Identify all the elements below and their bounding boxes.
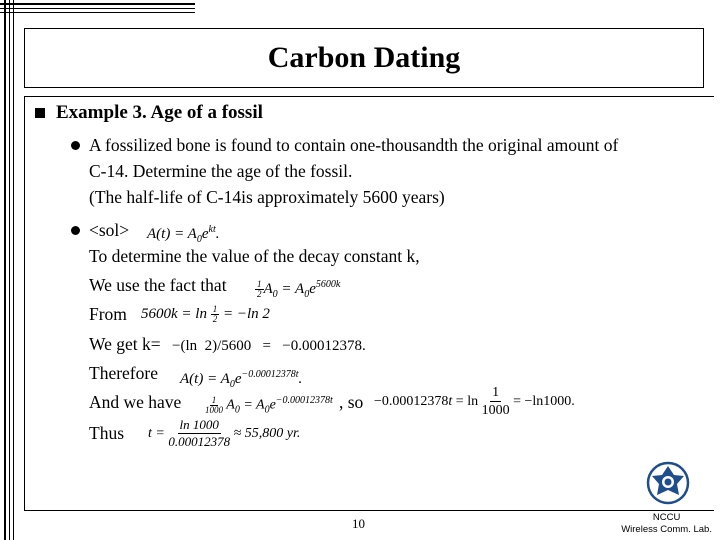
problem-line-1: A fossilized bone is found to contain one-thousandth the original amount of bbox=[89, 135, 619, 155]
problem-line-2: C-14. Determine the age of the fossil. bbox=[89, 161, 353, 181]
decay-intro: To determine the value of the decay constant k, bbox=[89, 246, 420, 266]
use-fact-text: We use the fact that bbox=[89, 275, 227, 295]
from-text: From bbox=[89, 304, 127, 324]
formula-thousandth: $\frac{1}{1000}$ $A_0 = A_0e^{-0.00012378t}$ bbox=[205, 394, 333, 416]
formula-therefore: $A(t) = A_0e^{-0.00012378t}$. bbox=[180, 369, 303, 390]
lab-label bbox=[621, 512, 712, 536]
formula-half: $\frac{1}{2}$ $A_0 = A_0e^{5600k}$ bbox=[257, 279, 341, 300]
frame-line bbox=[9, 0, 10, 540]
frame-line bbox=[0, 3, 195, 5]
example-heading: Example 3. Age of a fossil bbox=[56, 102, 263, 123]
so-text: , so bbox=[339, 392, 364, 412]
and-we-have-text: And we have bbox=[89, 392, 182, 412]
frame-line bbox=[13, 0, 14, 540]
page-number: 10 bbox=[352, 516, 365, 531]
footer-rule bbox=[24, 510, 714, 511]
lab-line-2: Wireless Comm. Lab. bbox=[621, 524, 712, 535]
formula-age: t = $\frac{\ln 1000}{0.00012378}$ ≈ 55,800 yr. bbox=[148, 417, 301, 450]
bullet-icon bbox=[71, 141, 80, 150]
we-get-text: We get k= bbox=[89, 334, 161, 354]
frame-line bbox=[4, 0, 6, 540]
frame-line bbox=[0, 8, 195, 9]
slide-title: Carbon Dating bbox=[267, 41, 461, 74]
frame-line bbox=[0, 12, 195, 13]
title-box bbox=[24, 28, 704, 88]
sol-label: <sol> bbox=[89, 220, 130, 240]
thus-text: Thus bbox=[89, 423, 124, 443]
half-life-note: (The half-life of C-14is approximately 5600 years) bbox=[89, 187, 445, 207]
square-bullet-icon bbox=[35, 108, 45, 118]
bullet-icon bbox=[71, 226, 80, 235]
therefore-text: Therefore bbox=[89, 363, 158, 383]
content-box bbox=[24, 96, 714, 510]
lab-line-1: NCCU bbox=[652, 512, 681, 523]
formula-k: −(ln 2)/5600 = −0.00012378. bbox=[172, 338, 366, 354]
formula-decay: $A(t) = A_0e^{kt}$. bbox=[147, 224, 220, 245]
formula-from: 5600k = ln $\frac{1}{2}$ = −ln 2 bbox=[141, 304, 270, 325]
formula-ln: −0.00012378t = ln $\frac{1}{1000}$ = −ln1000. bbox=[374, 385, 575, 419]
nccu-logo-icon bbox=[646, 461, 690, 505]
